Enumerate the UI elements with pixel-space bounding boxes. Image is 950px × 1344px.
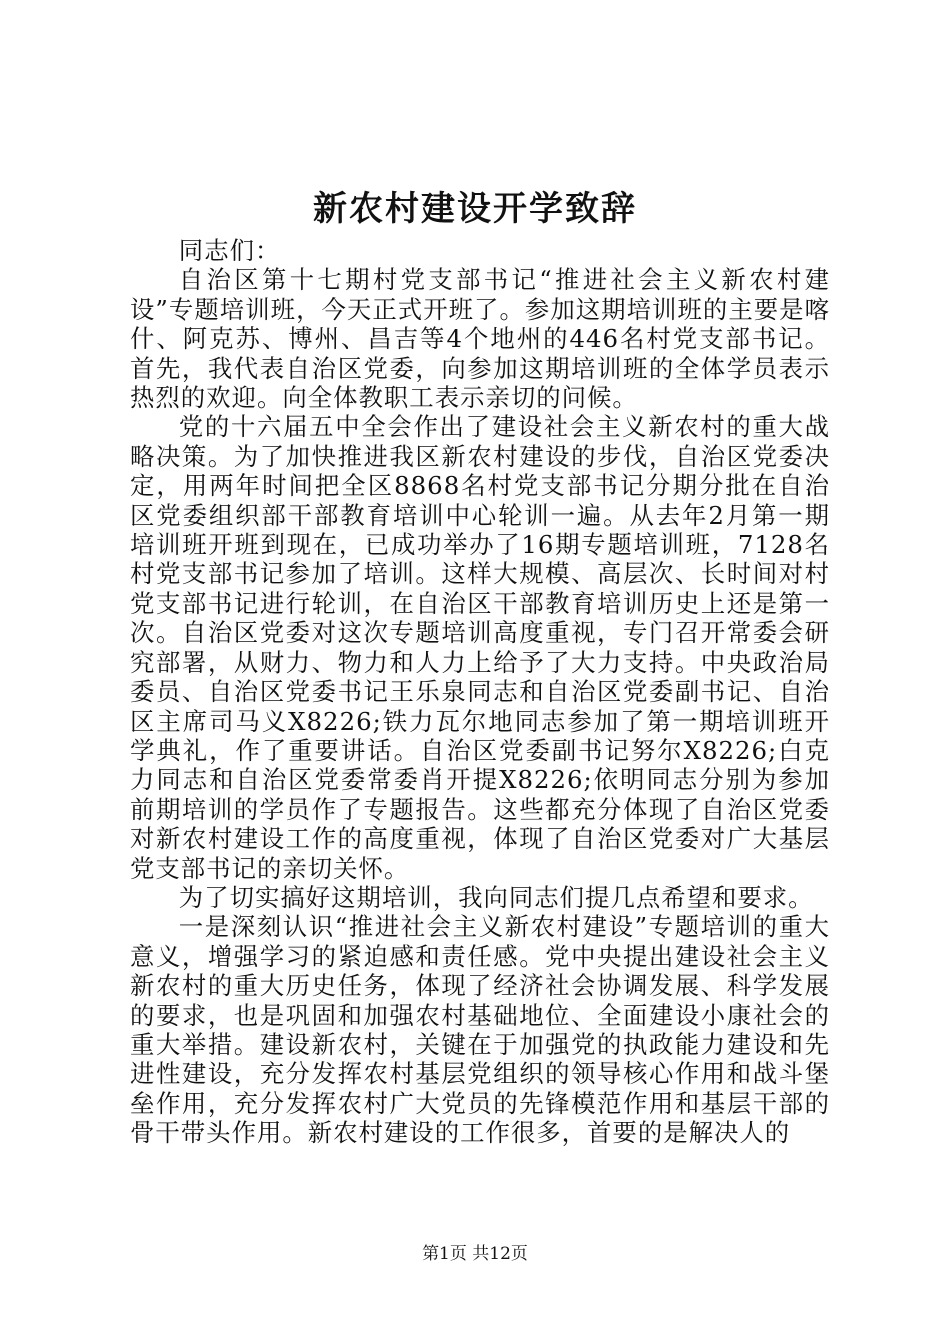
salutation: 同志们： bbox=[178, 236, 281, 265]
document-body bbox=[130, 236, 830, 1148]
paragraph: 为了切实搞好这期培训，我向同志们提几点希望和要求。 bbox=[178, 882, 814, 912]
page-title: 新农村建设开学致辞 bbox=[313, 189, 637, 229]
paragraph: 党的十六届五中全会作出了建设社会主义新农村的重大战略决策。为了加快推进我区新农村建设的步伐，自治区党委决定，用两年时间把全区8868名村党支部书记分期分批在自治区党委组织部干部教育培训中心轮训一遍。从去年2月第一期培训班开班到现在，已成功举办了16期专题培训班，7128名村党支部书记参加了培训。这样大规模、高层次、长时间对村党支部书记进行轮训，在自治区干部教育培训历史上还是第一次。自治区党委对这次专题培训高度重视，专门召开常委会研究部署，从财力、物力和人力上给予了大力支持。中央政治局委员、自治区党委书记王乐泉同志和自治区党委副书记、自治区主席司马义X8226;铁力瓦尔地同志参加了第一期培训班开学典礼，作了重要讲话。自治区党委副书记努尔X8226;白克力同志和自治区党委常委肖开提X8226;依明同志分别为参加前期培训的学员作了专题报告。这些都充分体现了自治区党委对新农村建设工作的高度重视，体现了自治区党委对广大基层党支部书记的亲切关怀。 bbox=[130, 412, 830, 883]
paragraph: 一是深刻认识“推进社会主义新农村建设”专题培训的重大意义，增强学习的紧迫感和责任感。党中央提出建设社会主义新农村的重大历史任务，体现了经济社会协调发展、科学发展的要求，也是巩固和加强农村基础地位、全面建设小康社会的重大举措。建设新农村，关键在于加强党的执政能力建设和先进性建设，充分发挥农村基层党组织的领导核心作用和战斗堡垒作用，充分发挥农村广大党员的先锋模范作用和基层干部的骨干带头作用。新农村建设的工作很多，首要的是解决人的 bbox=[130, 912, 830, 1148]
paragraph: 自治区第十七期村党支部书记“推进社会主义新农村建设”专题培训班，今天正式开班了。参加这期培训班的主要是喀什、阿克苏、博州、昌吉等4个地州的446名村党支部书记。首先，我代表自治区党委，向参加这期培训班的全体学员表示热烈的欢迎。向全体教职工表示亲切的问候。 bbox=[130, 265, 830, 413]
page-number: 第1页 共12页 bbox=[422, 1244, 528, 1264]
